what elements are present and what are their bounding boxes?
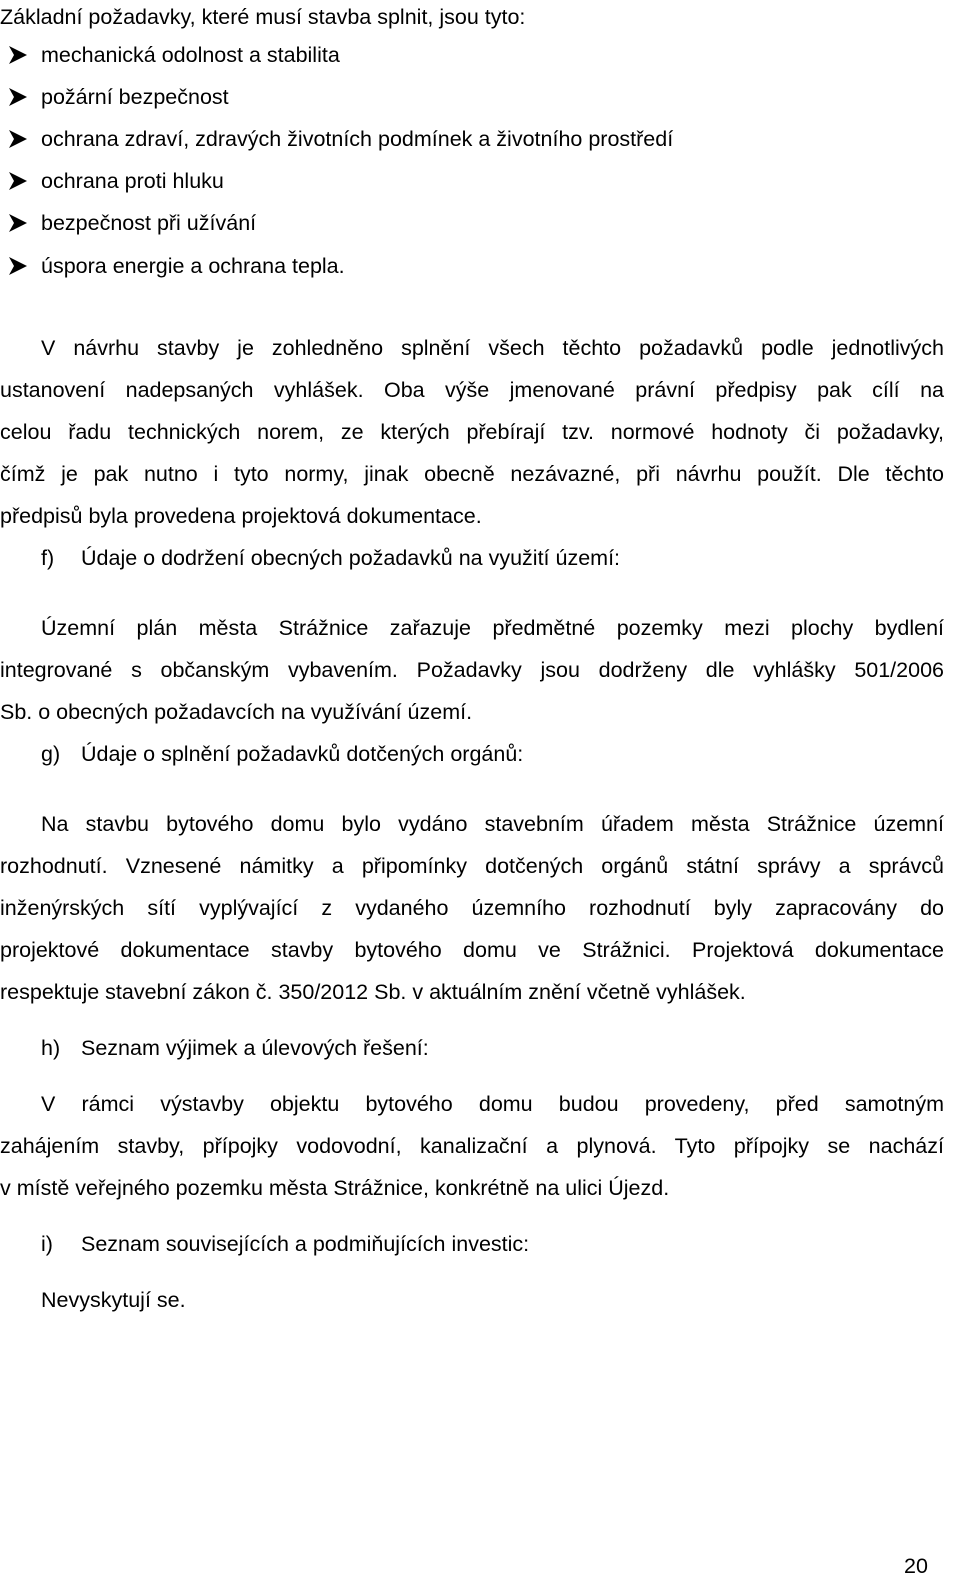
- paragraph-line: Na stavbu bytového domu bylo vydáno stavebním úřadem města Strážnice územní: [41, 812, 944, 836]
- section-heading-f: [41, 545, 944, 571]
- list-item: [0, 168, 944, 198]
- list-item: [0, 84, 944, 114]
- bullet-text: úspora energie a ochrana tepla.: [41, 254, 345, 278]
- section-label: i): [41, 1232, 53, 1256]
- list-item: [0, 42, 944, 72]
- arrow-bullet-icon: [8, 129, 28, 149]
- intro-text: Základní požadavky, které musí stavba splnit, jsou tyto:: [0, 5, 526, 29]
- section-title: Seznam výjimek a úlevových řešení:: [81, 1036, 429, 1060]
- arrow-bullet-icon: [8, 87, 28, 107]
- bullet-text: ochrana proti hluku: [41, 169, 224, 193]
- bullet-text: ochrana zdraví, zdravých životních podmínek a životního prostředí: [41, 127, 674, 151]
- section-heading-i: [41, 1231, 944, 1257]
- section-heading-g: [41, 741, 944, 767]
- paragraph-line: čímž je pak nutno i tyto normy, jinak obecně nezávazné, při návrhu použít. Dle těchto: [0, 462, 944, 486]
- section-label: f): [41, 546, 55, 570]
- paragraph-line: V návrhu stavby je zohledněno splnění všech těchto požadavků podle jednotlivých: [41, 336, 944, 360]
- section-title: Údaje o dodržení obecných požadavků na využití území:: [81, 546, 621, 570]
- paragraph-line: respektuje stavební zákon č. 350/2012 Sb. v aktuálním znění včetně vyhlášek.: [0, 980, 746, 1004]
- paragraph-line: předpisů byla provedena projektová dokumentace.: [0, 504, 482, 528]
- paragraph-line: Územní plán města Strážnice zařazuje předmětné pozemky mezi plochy bydlení: [41, 616, 944, 640]
- paragraph-line: rozhodnutí. Vznesené námitky a připomínky dotčených orgánů státní správy a správců: [0, 854, 944, 878]
- paragraph-line: inženýrských sítí vyplývající z vydaného územního rozhodnutí byly zapracovány do: [0, 896, 944, 920]
- list-item: [0, 253, 944, 283]
- paragraph-line: projektové dokumentace stavby bytového domu ve Strážnici. Projektová dokumentace: [0, 938, 944, 962]
- section-title: Údaje o splnění požadavků dotčených orgánů:: [81, 742, 524, 766]
- arrow-bullet-icon: [8, 171, 28, 191]
- paragraph-line: V rámci výstavby objektu bytového domu budou provedeny, před samotným: [41, 1092, 944, 1116]
- paragraph-line: Sb. o obecných požadavcích na využívání území.: [0, 700, 473, 724]
- paragraph-line: zahájením stavby, přípojky vodovodní, kanalizační a plynová. Tyto přípojky se nachází: [0, 1134, 944, 1158]
- section-label: h): [41, 1036, 61, 1060]
- section-title: Seznam souvisejících a podmiňujících investic:: [81, 1232, 530, 1256]
- paragraph-line: v místě veřejného pozemku města Strážnice, konkrétně na ulici Újezd.: [0, 1176, 670, 1200]
- paragraph-line: celou řadu technických norem, ze kterých přebírají tzv. normové hodnoty či požadavky,: [0, 420, 944, 444]
- bullet-text: požární bezpečnost: [41, 85, 229, 109]
- section-label: g): [41, 742, 61, 766]
- paragraph-line: integrované s občanským vybavením. Požadavky jsou dodrženy dle vyhlášky 501/2006: [0, 658, 944, 682]
- page-number: 20: [904, 1554, 928, 1578]
- list-item: [0, 210, 944, 240]
- paragraph-line: Nevyskytují se.: [41, 1288, 186, 1312]
- list-item: [0, 126, 944, 156]
- section-heading-h: [41, 1035, 944, 1061]
- bullet-text: mechanická odolnost a stabilita: [41, 43, 340, 67]
- arrow-bullet-icon: [8, 256, 28, 276]
- paragraph-line: ustanovení nadepsaných vyhlášek. Oba výše jmenované právní předpisy pak cílí na: [0, 378, 944, 402]
- arrow-bullet-icon: [8, 213, 28, 233]
- bullet-text: bezpečnost při užívání: [41, 211, 257, 235]
- arrow-bullet-icon: [8, 45, 28, 65]
